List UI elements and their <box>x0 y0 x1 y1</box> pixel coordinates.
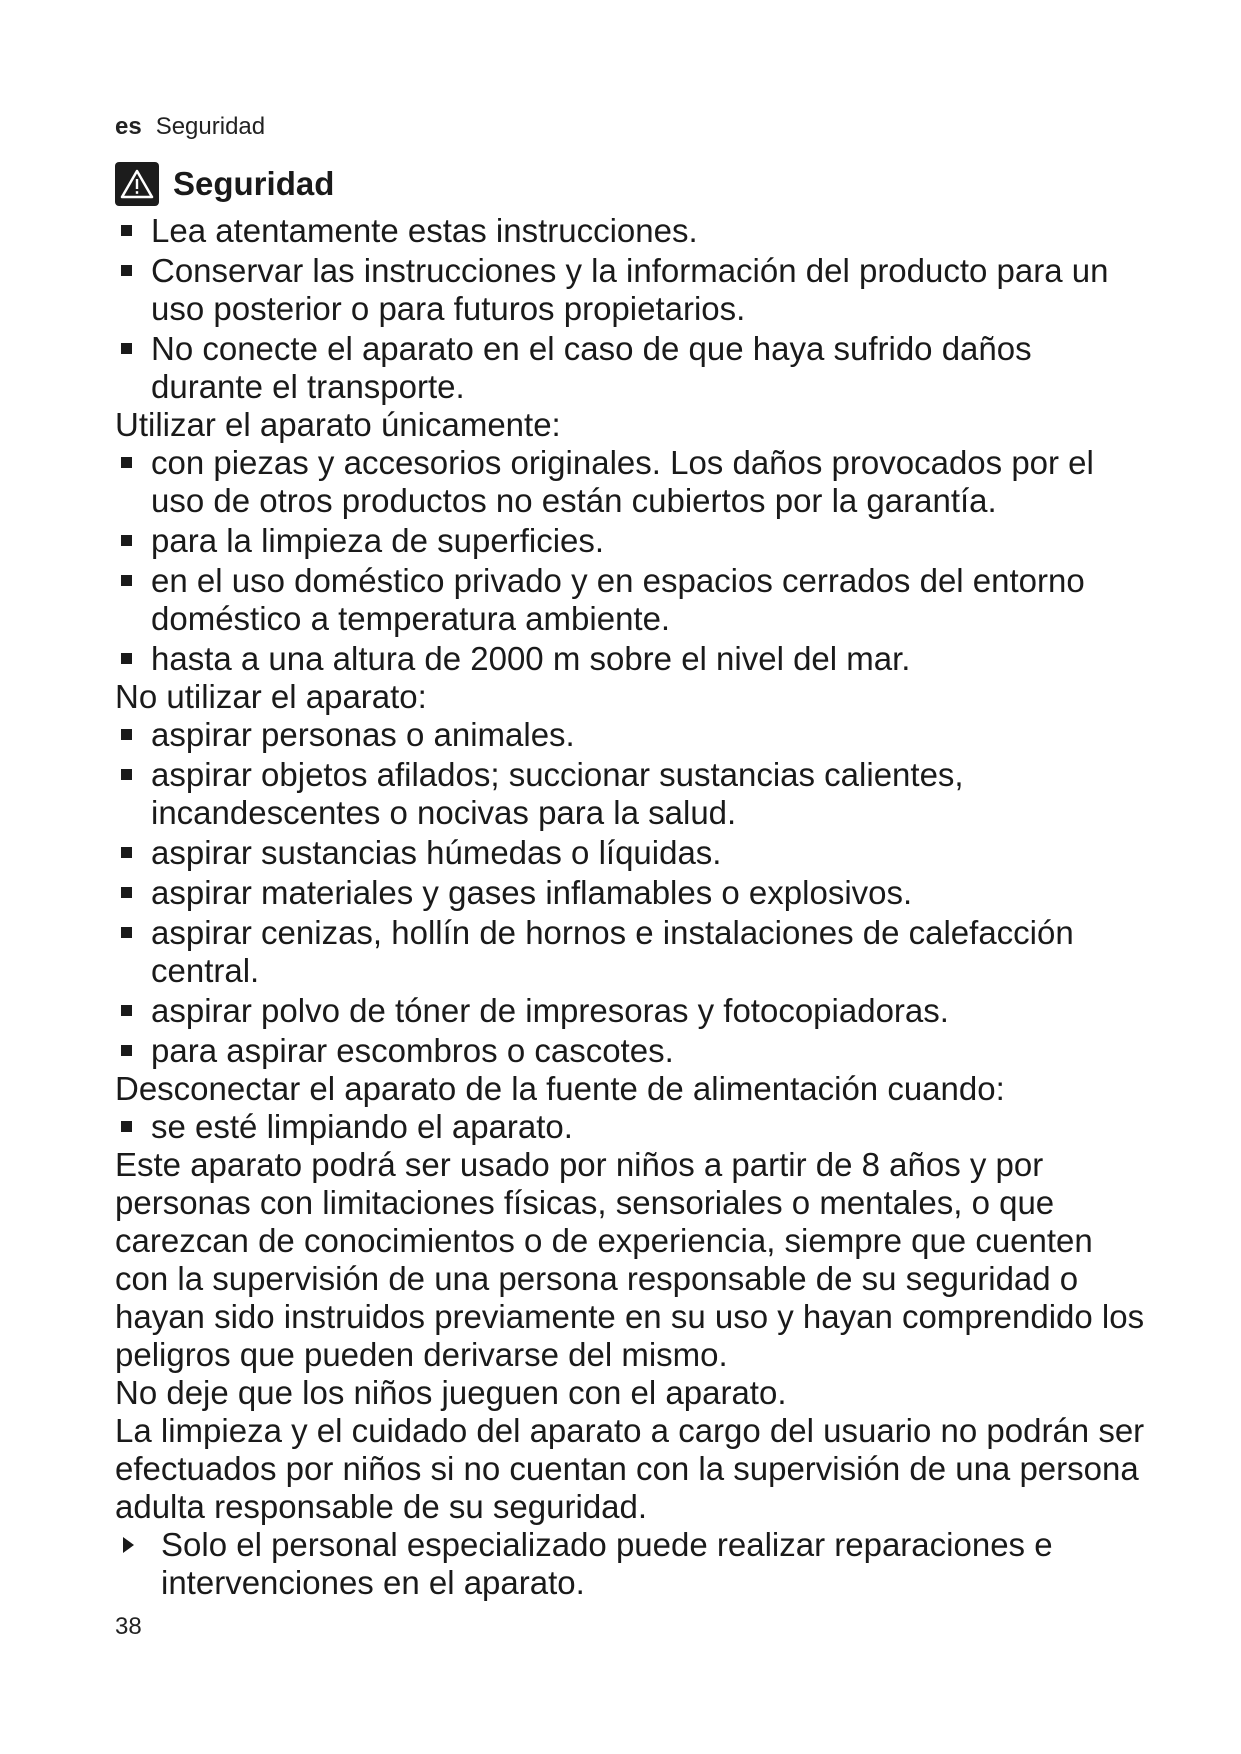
bullet-square-icon <box>121 729 132 740</box>
list-item-text: en el uso doméstico privado y en espacios cerrados del entorno doméstico a temperatura ambiente. <box>151 562 1085 637</box>
action-arrow-icon <box>123 1537 134 1553</box>
list-item <box>115 640 1150 678</box>
bullet-square-icon <box>121 575 132 586</box>
list-item-text: aspirar sustancias húmedas o líquidas. <box>151 834 722 871</box>
list-item-text: aspirar objetos afilados; succionar sustancias calientes, incandescentes o nocivas para la salud. <box>151 756 964 831</box>
bullet-square-icon <box>121 1045 132 1056</box>
list-item-text: Lea atentamente estas instrucciones. <box>151 212 698 249</box>
list-item-text: se esté limpiando el aparato. <box>151 1108 573 1145</box>
header-section-name: Seguridad <box>155 113 266 140</box>
bullet-square-icon <box>121 653 132 664</box>
paragraph: Utilizar el aparato únicamente: <box>115 406 561 443</box>
paragraph: La limpieza y el cuidado del aparato a cargo del usuario no podrán ser efectuados por niños si no cuentan con la supervisión de una persona adulta responsable de su seguridad. <box>115 1412 1145 1525</box>
bullet-square-icon <box>121 535 132 546</box>
bullet-square-icon <box>121 1121 132 1132</box>
running-header <box>115 112 265 142</box>
bullet-square-icon <box>121 265 132 276</box>
safety-content <box>115 212 1150 1602</box>
list-item-text: hasta a una altura de 2000 m sobre el nivel del mar. <box>151 640 911 677</box>
language-code: es <box>115 113 142 140</box>
list-item <box>115 212 1150 250</box>
bullet-square-icon <box>121 927 132 938</box>
list-item <box>115 874 1150 912</box>
paragraph: No deje que los niños jueguen con el aparato. <box>115 1374 787 1411</box>
paragraph: Este aparato podrá ser usado por niños a partir de 8 años y por personas con limitaciones físicas, sensoriales o mentales, o que carezcan de conocimientos o de experiencia, siempre que cuenten con la supervisión de una persona responsable de su seguridad o hayan sido instruidos previamente en su uso y hayan comprendido los peligros que pueden derivarse del mismo. <box>115 1146 1145 1373</box>
bullet-square-icon <box>121 225 132 236</box>
list-item-text: para la limpieza de superficies. <box>151 522 605 559</box>
action-item <box>115 1526 1150 1602</box>
list-item <box>115 1032 1150 1070</box>
list-item-text: para aspirar escombros o cascotes. <box>151 1032 674 1069</box>
paragraph: Desconectar el aparato de la fuente de alimentación cuando: <box>115 1070 1005 1107</box>
bullet-square-icon <box>121 769 132 780</box>
warning-triangle-icon <box>115 162 159 206</box>
bullet-square-icon <box>121 457 132 468</box>
section-heading <box>115 162 334 206</box>
list-item <box>115 992 1150 1030</box>
page-title: Seguridad <box>173 165 335 202</box>
list-item <box>115 716 1150 754</box>
list-item-text: No conecte el aparato en el caso de que haya sufrido daños durante el transporte. <box>151 330 1032 405</box>
list-item-text: aspirar materiales y gases inflamables o explosivos. <box>151 874 913 911</box>
list-item-text: aspirar cenizas, hollín de hornos e instalaciones de calefacción central. <box>151 914 1074 989</box>
bullet-square-icon <box>121 887 132 898</box>
list-item <box>115 522 1150 560</box>
list-item-text: aspirar polvo de tóner de impresoras y fotocopiadoras. <box>151 992 949 1029</box>
paragraph: No utilizar el aparato: <box>115 678 427 715</box>
list-item <box>115 834 1150 872</box>
list-item <box>115 562 1150 638</box>
bullet-square-icon <box>121 847 132 858</box>
list-item-text: aspirar personas o animales. <box>151 716 575 753</box>
list-item <box>115 252 1150 328</box>
list-item <box>115 1108 1150 1146</box>
list-item <box>115 756 1150 832</box>
list-item <box>115 444 1150 520</box>
bullet-square-icon <box>121 343 132 354</box>
list-item <box>115 330 1150 406</box>
list-item <box>115 914 1150 990</box>
list-item-text: Conservar las instrucciones y la información del producto para un uso posterior o para futuros propietarios. <box>151 252 1109 327</box>
list-item-text: con piezas y accesorios originales. Los daños provocados por el uso de otros productos no están cubiertos por la garantía. <box>151 444 1094 519</box>
page-number: 38 <box>115 1613 142 1640</box>
bullet-square-icon <box>121 1005 132 1016</box>
action-item-text: Solo el personal especializado puede realizar reparaciones e intervenciones en el aparato. <box>161 1526 1053 1601</box>
